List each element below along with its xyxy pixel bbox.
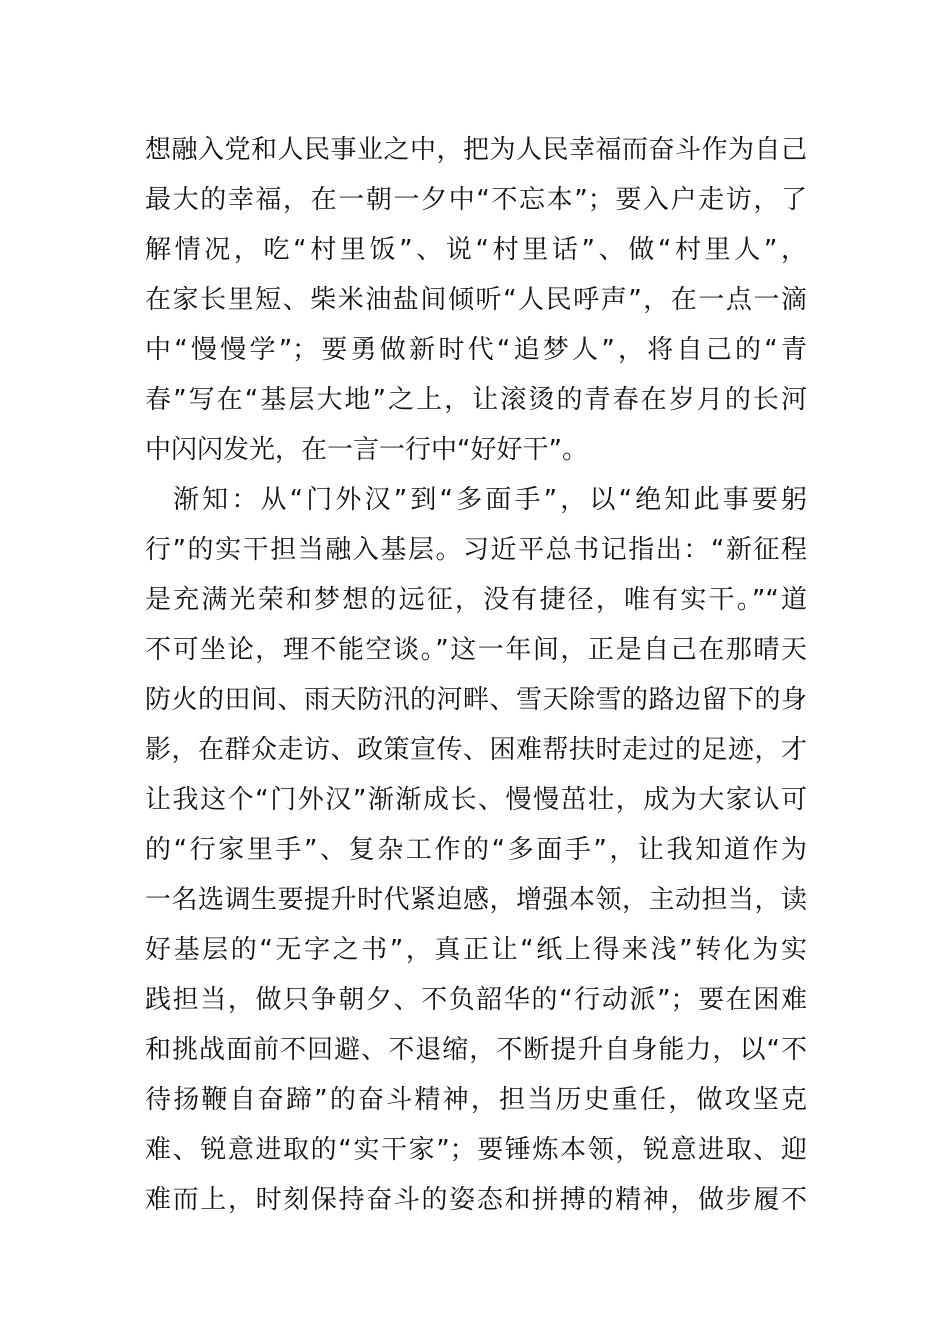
text-line: 和挑战面前不回避、不退缩，不断提升自身能力，以“不 [145, 1035, 807, 1065]
text-line: 最大的幸福，在一朝一夕中“不忘本”；要入户走访，了 [145, 185, 807, 215]
text-line: 是充满光荣和梦想的远征，没有捷径，唯有实干。”“道 [145, 585, 807, 615]
text-line: 待扬鞭自奋蹄”的奋斗精神，担当历史重任，做攻坚克 [145, 1085, 807, 1115]
text-line: 中闪闪发光，在一言一行中“好好干”。 [145, 435, 588, 465]
text-line: 让我这个“门外汉”渐渐成长、慢慢茁壮，成为大家认可 [145, 785, 807, 815]
text-line: 影，在群众走访、政策宣传、困难帮扶时走过的足迹，才 [145, 735, 807, 765]
text-line: 践担当，做只争朝夕、不负韶华的“行动派”；要在困难 [145, 985, 807, 1015]
text-line: 解情况，吃“村里饭”、说“村里话”、做“村里人”， [145, 235, 807, 265]
text-line: 在家长里短、柴米油盐间倾听“人民呼声”，在一点一滴 [145, 285, 807, 315]
text-line: 行”的实干担当融入基层。习近平总书记指出：“新征程 [145, 535, 807, 565]
text-line: 不可坐论，理不能空谈。”这一年间，正是自己在那晴天 [145, 635, 807, 665]
text-line: 中“慢慢学”；要勇做新时代“追梦人”，将自己的“青 [145, 335, 807, 365]
text-line: 好基层的“无字之书”，真正让“纸上得来浅”转化为实 [145, 935, 807, 965]
text-line: 防火的田间、雨天防汛的河畔、雪天除雪的路边留下的身 [145, 685, 807, 715]
text-line: 春”写在“基层大地”之上，让滚烫的青春在岁月的长河 [145, 385, 807, 415]
paragraph-first-line: 渐知：从“门外汉”到“多面手”，以“绝知此事要躬 [173, 485, 807, 515]
text-line: 难而上，时刻保持奋斗的姿态和拼搏的精神，做步履不 [145, 1185, 807, 1215]
text-line: 想融入党和人民事业之中，把为人民幸福而奋斗作为自己 [145, 135, 807, 165]
text-line: 的“行家里手”、复杂工作的“多面手”，让我知道作为 [145, 835, 807, 865]
text-line: 一名选调生要提升时代紧迫感，增强本领，主动担当，读 [145, 885, 807, 915]
text-line: 难、锐意进取的“实干家”；要锤炼本领，锐意进取、迎 [145, 1135, 807, 1165]
